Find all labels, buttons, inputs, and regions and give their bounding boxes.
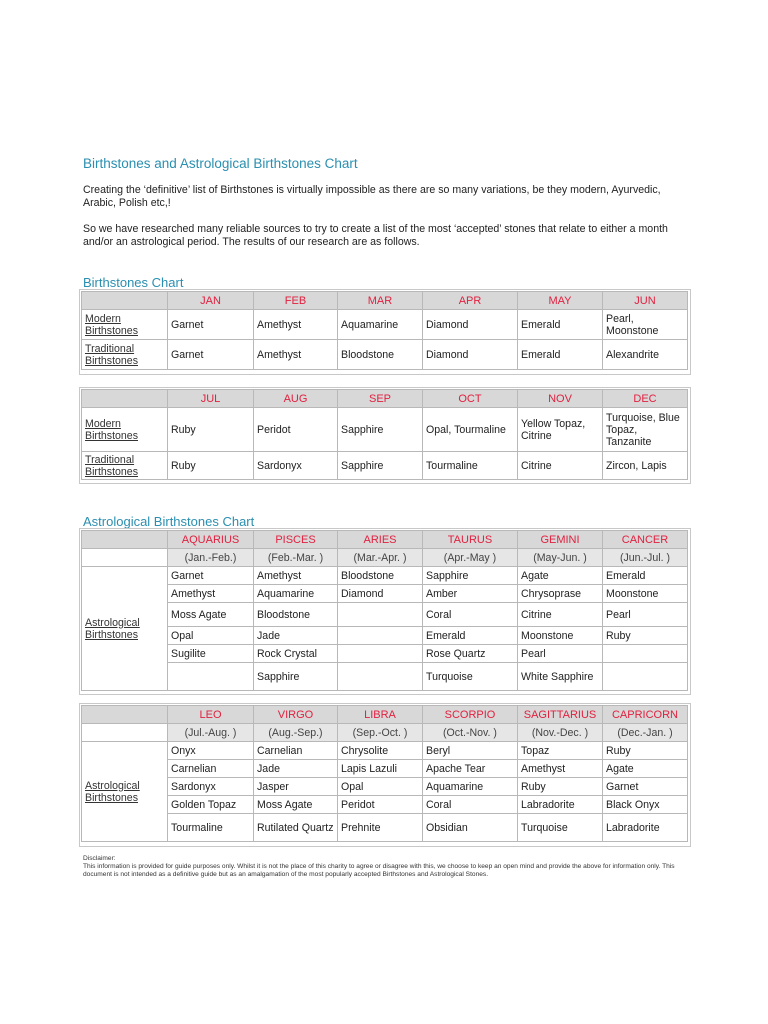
month-header: SEP: [338, 390, 423, 408]
table-row: [82, 663, 688, 691]
table-cell: Ruby: [168, 408, 254, 452]
table-row: [82, 585, 688, 603]
date-range: (Dec.-Jan. ): [603, 724, 688, 742]
table-cell: Rutilated Quartz: [254, 814, 338, 842]
table-cell: Agate: [518, 567, 603, 585]
table-cell: Bloodstone: [338, 340, 423, 370]
table-cell: Prehnite: [338, 814, 423, 842]
sign-header: LIBRA: [338, 706, 423, 724]
sign-header: AQUARIUS: [168, 531, 254, 549]
traditional-row: [82, 452, 688, 480]
table-cell: Ruby: [168, 452, 254, 480]
table-cell: Amethyst: [168, 585, 254, 603]
table-cell: Sardonyx: [254, 452, 338, 480]
table-cell: Turquoise: [423, 663, 518, 691]
table-cell: [338, 645, 423, 663]
table-row: [82, 796, 688, 814]
table-cell: Carnelian: [168, 760, 254, 778]
table-cell: Diamond: [423, 310, 518, 340]
table-cell: Garnet: [168, 310, 254, 340]
signs-header-row: [82, 531, 688, 549]
table-cell: [603, 663, 688, 691]
table-cell: Opal, Tourmaline: [423, 408, 518, 452]
date-range: (Sep.-Oct. ): [338, 724, 423, 742]
table-cell: Coral: [423, 603, 518, 627]
disclaimer: [83, 855, 683, 879]
table-cell: Aquamarine: [423, 778, 518, 796]
table-cell: Zircon, Lapis: [603, 452, 688, 480]
month-header: FEB: [254, 292, 338, 310]
table-cell: Turquoise: [518, 814, 603, 842]
table-row: [82, 645, 688, 663]
table-cell: Amethyst: [518, 760, 603, 778]
table-cell: Amber: [423, 585, 518, 603]
disclaimer-label: Disclaimer:: [83, 855, 116, 862]
date-range: (Mar.-Apr. ): [338, 549, 423, 567]
table-cell: Moonstone: [603, 585, 688, 603]
table-cell: Tourmaline: [168, 814, 254, 842]
table-cell: Rock Crystal: [254, 645, 338, 663]
table-cell: Bloodstone: [338, 567, 423, 585]
table-cell: Apache Tear: [423, 760, 518, 778]
table-cell: Sugilite: [168, 645, 254, 663]
months-header-row: [82, 390, 688, 408]
month-header: JUN: [603, 292, 688, 310]
sign-header: PISCES: [254, 531, 338, 549]
table-cell: Pearl: [518, 645, 603, 663]
date-range: (Feb.-Mar. ): [254, 549, 338, 567]
table-cell: [338, 627, 423, 645]
dates-row: [82, 724, 688, 742]
table-cell: Jade: [254, 627, 338, 645]
table-cell: Ruby: [603, 742, 688, 760]
table-cell: Yellow Topaz, Citrine: [518, 408, 603, 452]
table-cell: Sapphire: [338, 452, 423, 480]
sign-header: SCORPIO: [423, 706, 518, 724]
month-header: OCT: [423, 390, 518, 408]
astrological-chart-title: Astrological Birthstones Chart: [83, 514, 255, 529]
month-header: MAY: [518, 292, 603, 310]
intro-paragraph-1: Creating the ‘definitive’ list of Birthstones is virtually impossible as there are so many variations, be they modern, Ayurvedic, Arabic, Polish etc,!: [83, 184, 661, 209]
birthstones-chart-title: Birthstones Chart: [83, 275, 184, 290]
date-range: (Nov.-Dec. ): [518, 724, 603, 742]
table-cell: Obsidian: [423, 814, 518, 842]
table-cell: Black Onyx: [603, 796, 688, 814]
dates-corner: [82, 549, 168, 567]
table-cell: Emerald: [603, 567, 688, 585]
table-cell: Aquamarine: [254, 585, 338, 603]
months-table-1: [81, 291, 688, 370]
astro-table-1: [81, 530, 688, 691]
traditional-row: [82, 340, 688, 370]
date-range: (Jul.-Aug. ): [168, 724, 254, 742]
month-header: DEC: [603, 390, 688, 408]
table-cell: Garnet: [603, 778, 688, 796]
table-cell: White Sapphire: [518, 663, 603, 691]
table-cell: Citrine: [518, 603, 603, 627]
table-cell: Garnet: [168, 567, 254, 585]
month-header: MAR: [338, 292, 423, 310]
table-cell: Labradorite: [603, 814, 688, 842]
table-cell: Citrine: [518, 452, 603, 480]
table-cell: Pearl: [603, 603, 688, 627]
table-cell: Amethyst: [254, 340, 338, 370]
table-cell: Sardonyx: [168, 778, 254, 796]
sign-header: CAPRICORN: [603, 706, 688, 724]
table-cell: Moss Agate: [168, 603, 254, 627]
table-row: [82, 567, 688, 585]
table-cell: Turquoise, Blue Topaz, Tanzanite: [603, 408, 688, 452]
table-cell: Topaz: [518, 742, 603, 760]
table-cell: Amethyst: [254, 567, 338, 585]
dates-row: [82, 549, 688, 567]
month-header: JUL: [168, 390, 254, 408]
sign-header: CANCER: [603, 531, 688, 549]
table-cell: Rose Quartz: [423, 645, 518, 663]
row-label-traditional: Traditional Birthstones: [82, 340, 168, 370]
astro-table-2: [81, 705, 688, 842]
date-range: (Jun.-Jul. ): [603, 549, 688, 567]
month-header: AUG: [254, 390, 338, 408]
table-cell: Moonstone: [518, 627, 603, 645]
table-cell: Beryl: [423, 742, 518, 760]
table-cell: Amethyst: [254, 310, 338, 340]
modern-row: [82, 310, 688, 340]
row-label-modern: Modern Birthstones: [82, 310, 168, 340]
table-cell: Garnet: [168, 340, 254, 370]
intro-paragraph-2: So we have researched many reliable sources to try to create a list of the most ‘accepted’ stones that relate to either a month and/or an astrological period. The results of our research are as follows.: [83, 223, 668, 248]
table-cell: Sapphire: [338, 408, 423, 452]
table-row: [82, 603, 688, 627]
table-cell: Moss Agate: [254, 796, 338, 814]
header-corner: [82, 706, 168, 724]
disclaimer-text: This information is provided for guide purposes only. Whilst it is not the place of this charity to agree or disagree with this, we choose to keep an open mind and provide the above for information only. This document is not intended as a definitive guide but as an amalgamation of the most popularly accepted Birthstones and Astrological Stones.: [83, 863, 675, 878]
date-range: (May-Jun. ): [518, 549, 603, 567]
month-header: NOV: [518, 390, 603, 408]
table-cell: Emerald: [423, 627, 518, 645]
month-header: JAN: [168, 292, 254, 310]
table-cell: Bloodstone: [254, 603, 338, 627]
row-label-traditional: Traditional Birthstones: [82, 452, 168, 480]
table-cell: Onyx: [168, 742, 254, 760]
table-cell: Ruby: [603, 627, 688, 645]
table-cell: Lapis Lazuli: [338, 760, 423, 778]
table-cell: Diamond: [423, 340, 518, 370]
dates-corner: [82, 724, 168, 742]
table-cell: Alexandrite: [603, 340, 688, 370]
table-cell: [338, 663, 423, 691]
date-range: (Aug.-Sep.): [254, 724, 338, 742]
table-cell: Emerald: [518, 340, 603, 370]
table-cell: Peridot: [254, 408, 338, 452]
date-range: (Jan.-Feb.): [168, 549, 254, 567]
table-cell: Ruby: [518, 778, 603, 796]
table-cell: Coral: [423, 796, 518, 814]
table-row: [82, 627, 688, 645]
table-cell: Chrysolite: [338, 742, 423, 760]
table-cell: [603, 645, 688, 663]
signs-header-row: [82, 706, 688, 724]
table-row: [82, 778, 688, 796]
table-cell: Diamond: [338, 585, 423, 603]
date-range: (Apr.-May ): [423, 549, 518, 567]
table-row: [82, 814, 688, 842]
table-cell: Carnelian: [254, 742, 338, 760]
table-cell: Agate: [603, 760, 688, 778]
header-corner: [82, 390, 168, 408]
table-cell: Aquamarine: [338, 310, 423, 340]
table-cell: [168, 663, 254, 691]
table-cell: Tourmaline: [423, 452, 518, 480]
table-cell: Jade: [254, 760, 338, 778]
table-cell: Chrysoprase: [518, 585, 603, 603]
table-cell: Peridot: [338, 796, 423, 814]
modern-row: [82, 408, 688, 452]
months-header-row: [82, 292, 688, 310]
sign-header: TAURUS: [423, 531, 518, 549]
sign-header: SAGITTARIUS: [518, 706, 603, 724]
table-cell: [338, 603, 423, 627]
month-header: APR: [423, 292, 518, 310]
table-cell: Emerald: [518, 310, 603, 340]
table-cell: Sapphire: [423, 567, 518, 585]
page-title: Birthstones and Astrological Birthstones Chart: [83, 156, 358, 171]
row-label-astrological: Astrological Birthstones: [82, 742, 168, 842]
row-label-astrological: Astrological Birthstones: [82, 567, 168, 691]
sign-header: ARIES: [338, 531, 423, 549]
sign-header: GEMINI: [518, 531, 603, 549]
sign-header: LEO: [168, 706, 254, 724]
table-row: [82, 760, 688, 778]
table-cell: Labradorite: [518, 796, 603, 814]
table-cell: Opal: [338, 778, 423, 796]
header-corner: [82, 292, 168, 310]
sign-header: VIRGO: [254, 706, 338, 724]
table-cell: Opal: [168, 627, 254, 645]
table-cell: Pearl, Moonstone: [603, 310, 688, 340]
table-cell: Jasper: [254, 778, 338, 796]
header-corner: [82, 531, 168, 549]
date-range: (Oct.-Nov. ): [423, 724, 518, 742]
months-table-2: [81, 389, 688, 480]
table-row: [82, 742, 688, 760]
table-cell: Sapphire: [254, 663, 338, 691]
table-cell: Golden Topaz: [168, 796, 254, 814]
row-label-modern: Modern Birthstones: [82, 408, 168, 452]
